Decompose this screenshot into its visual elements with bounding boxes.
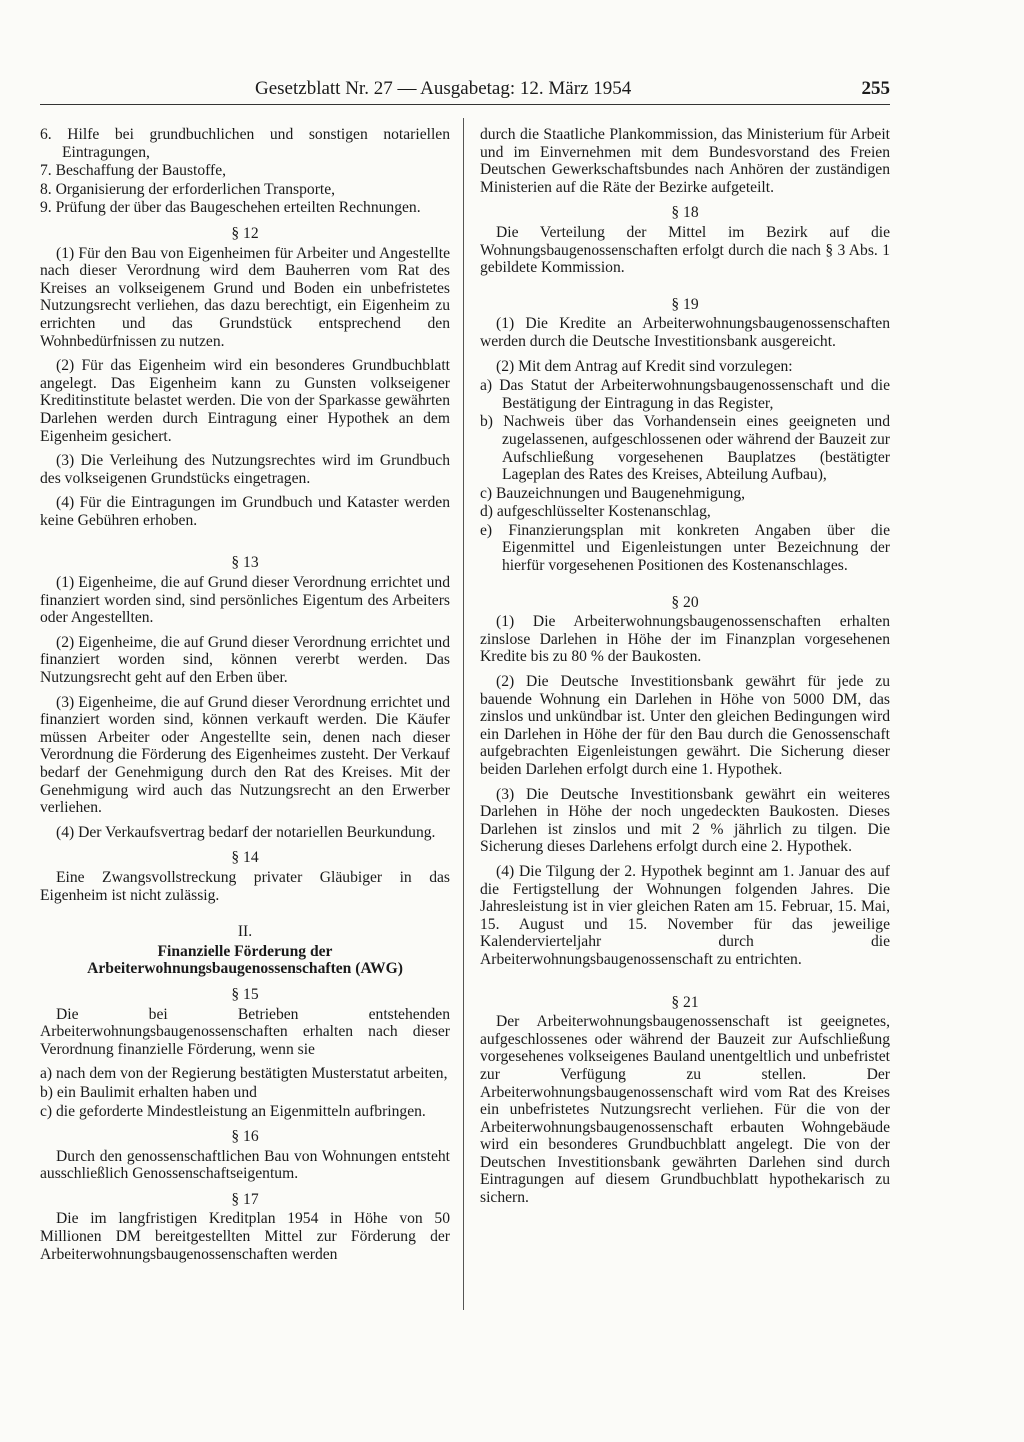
page-header <box>40 78 890 102</box>
header-rule <box>40 104 890 105</box>
paragraph: Die bei Betrieben entstehenden Arbeiterwohnungsbaugenossenschaften erhalten nach dieser Verordnung finanzielle Förderung, wenn sie <box>40 1005 450 1058</box>
paragraph: (2) Eigenheime, die auf Grund dieser Verordnung errichtet und finanziert worden sind, können vererbt werden. Das Nutzungsrecht geht auf den Erben über. <box>40 633 450 687</box>
paragraph: Der Arbeiterwohnungsbaugenossenschaft ist geeignetes, aufgeschlossenes oder während der Bauzeit zur Aufschließung vorgesehenes volkseigenes Bauland unentgeltlich und unbefristet zur Verfügung zu stellen. Der Arbeiterwohnungsbaugenossenschaft wird vom Rat des Kreises ein unbefristetes Nutzungsrecht verliehen. Für die von der Arbeiterwohnungsbaugenossenschaft erbauten Wohngebäude wird ein besonderes Grundbuchblatt angelegt. Die von der Deutschen Investitionsbank gewährten Darlehen sind durch Eintragungen auf diesem Grundbuchblatt hypothekarisch zu sichern. <box>480 1013 890 1207</box>
spacer <box>480 576 890 586</box>
paragraph: Die im langfristigen Kreditplan 1954 in Höhe von 50 Millionen DM bereitgestellten Mittel zur Förderung der Arbeiterwohnungsbaugenossenschaften werden <box>40 1210 450 1263</box>
paragraph: Eine Zwangsvollstreckung privater Gläubiger in das Eigenheim ist nicht zulässig. <box>40 868 450 904</box>
list-item: b) Nachweis über das Vorhandensein eines geeigneten und zugelassenen, aufgeschlossenen oder während der Bauzeit zur Aufschließung vorgesehenen Bauplatzes (bestätigter Lageplan des Rates des Kreises, Abteilung Aufbau), <box>480 413 890 484</box>
spacer <box>480 284 890 288</box>
right-column <box>480 126 890 1214</box>
section-heading-18: § 18 <box>671 204 699 222</box>
section-heading-15: § 15 <box>231 985 259 1003</box>
list-item: b) ein Baulimit erhalten haben und <box>40 1083 257 1101</box>
left-column <box>40 126 450 1270</box>
part-title: Finanzielle Förderung der Arbeiterwohnungsbaugenossenschaften (AWG) <box>87 942 403 978</box>
section-heading-19: § 19 <box>671 295 699 313</box>
paragraph: Durch den genossenschaftlichen Bau von Wohnungen entsteht ausschließlich Genossenschaftseigentum. <box>40 1147 450 1183</box>
list-item: 6. Hilfe bei grundbuchlichen und sonstigen notariellen Eintragungen, <box>40 126 450 161</box>
section-heading-17: § 17 <box>231 1190 259 1208</box>
list-item: e) Finanzierungsplan mit konkreten Angaben über die Eigenmittel und Eigenleistungen unter Bezeichnung der hierfür vorgesehenen Positionen des Kostenanschlages. <box>480 521 890 575</box>
paragraph: (4) Die Tilgung der 2. Hypothek beginnt am 1. Januar des auf die Fertigstellung der Wohnungen folgenden Jahres. Die Jahresleistung ist in vier gleichen Raten am 15. Februar, 15. Mai, 15. August und 15. November für das jeweilige Kalendervierteljahr durch die Arbeiterwohnungsbaugenossenschaft zu entrichten. <box>480 862 890 968</box>
section-heading-13: § 13 <box>231 554 259 572</box>
paragraph: (4) Der Verkaufsvertrag bedarf der notariellen Beurkundung. <box>56 823 436 841</box>
paragraph: (1) Für den Bau von Eigenheimen für Arbeiter und Angestellte nach dieser Verordnung wird dem Bauherren vom Rat des Kreises an volkseigenem Grund und Boden ein unbefristetes Nutzungsrecht verliehen, das dazu berechtigt, ein Eigenheim zu errichten und das Grundstück entsprechend den Wohnbedürfnissen zu nutzen. <box>40 244 450 350</box>
list-item: 8. Organisierung der erforderlichen Transporte, <box>40 180 336 198</box>
header-title: Gesetzblatt Nr. 27 — Ausgabetag: 12. März 1954 <box>255 78 632 99</box>
paragraph: (2) Für das Eigenheim wird ein besonderes Grundbuchblatt angelegt. Das Eigenheim kann zu Gunsten volkseigener Kreditinstitute belastet werden. Die von der Sparkasse gewährten Darlehen werden durch Eintragung einer Hypothek an dem Eigenheim gesichert. <box>40 357 450 445</box>
spacer <box>40 536 450 546</box>
paragraph: (1) Eigenheime, die auf Grund dieser Verordnung errichtet und finanziert worden sind, sind persönliches Eigentum des Arbeiters oder Angestellten. <box>40 574 450 627</box>
paragraph: (4) Für die Eintragungen im Grundbuch und Kataster werden keine Gebühren erhoben. <box>40 494 450 529</box>
spacer <box>40 911 450 915</box>
paragraph: (1) Die Kredite an Arbeiterwohnungsbaugenossenschaften werden durch die Deutsche Investitionsbank ausgereicht. <box>480 315 890 350</box>
column-divider <box>463 118 464 1310</box>
section-heading-20: § 20 <box>671 593 699 611</box>
paragraph: (3) Die Verleihung des Nutzungsrechtes wird im Grundbuch des volkseigenen Grundstücks eingetragen. <box>40 452 450 487</box>
section-heading-21: § 21 <box>671 993 699 1011</box>
part-numeral: II. <box>237 923 253 941</box>
list-item: 7. Beschaffung der Baustoffe, <box>40 162 227 180</box>
page-number: 255 <box>861 78 890 99</box>
list-item: d) aufgeschlüsselter Kostenanschlag, <box>480 503 711 521</box>
list-item: a) nach dem von der Regierung bestätigten Musterstatut arbeiten, <box>40 1065 448 1083</box>
paragraph: durch die Staatliche Plankommission, das Ministerium für Arbeit und im Einvernehmen mit dem Bundesvorstand des Freien Deutschen Gewerkschaftsbundes nach Anhören der zuständigen Ministerien auf die Räte der Bezirke aufgeteilt. <box>480 126 890 196</box>
paragraph: (1) Die Arbeiterwohnungsbaugenossenschaften erhalten zinslose Darlehen in Höhe der im Finanzplan vorgesehenen Kredite bis zu 80 % der Baukosten. <box>480 613 890 666</box>
list-item: a) Das Statut der Arbeiterwohnungsbaugenossenschaft und die Bestätigung der Eintragung in das Register, <box>480 377 890 412</box>
section-heading-12: § 12 <box>231 224 259 242</box>
list-item: c) die geforderte Mindestleistung an Eigenmitteln aufbringen. <box>40 1102 426 1120</box>
section-heading-16: § 16 <box>231 1128 259 1146</box>
paragraph: (2) Die Deutsche Investitionsbank gewährt für jede zu bauende Wohnung ein Darlehen in Höhe von 5000 DM, das zinslos und unkündbar ist. Unter den gleichen Bedingungen wird ein Darlehen in Höhe der für den Bau durch die Genossenschaft aufgebrachten Eigenleistungen gewährt. Die Sicherung dieser beiden Darlehen erfolgt durch eine 1. Hypothek. <box>480 673 890 778</box>
paragraph: (3) Eigenheime, die auf Grund dieser Verordnung errichtet und finanziert worden sind, können verkauft werden. Die Käufer müssen Arbeiter oder Angestellte sein, denen nach dieser Verordnung die Förderung des Eigenheimes zusteht. Der Verkauf bedarf der Genehmigung durch den Rat des Kreises. Mit der Genehmigung wird auch das Nutzungsrecht an den Erwerber verliehen. <box>40 693 450 817</box>
paragraph: (3) Die Deutsche Investitionsbank gewährt ein weiteres Darlehen in Höhe der noch ungedeckten Baukosten. Dieses Darlehen ist zinslos und mit 2 % jährlich zu tilgen. Die Sicherung dieses Darlehens erfolgt durch eine 2. Hypothek. <box>480 785 890 856</box>
paragraph: (2) Mit dem Antrag auf Kredit sind vorzulegen: <box>496 357 793 375</box>
list-item: 9. Prüfung der über das Baugeschehen erteilten Rechnungen. <box>40 199 421 217</box>
paragraph: Die Verteilung der Mittel im Bezirk auf die Wohnungsbaugenossenschaften erfolgt durch die nach § 3 Abs. 1 gebildete Kommission. <box>480 223 890 277</box>
list-item: c) Bauzeichnungen und Baugenehmigung, <box>480 484 746 502</box>
spacer <box>480 976 890 986</box>
section-heading-14: § 14 <box>231 849 259 867</box>
